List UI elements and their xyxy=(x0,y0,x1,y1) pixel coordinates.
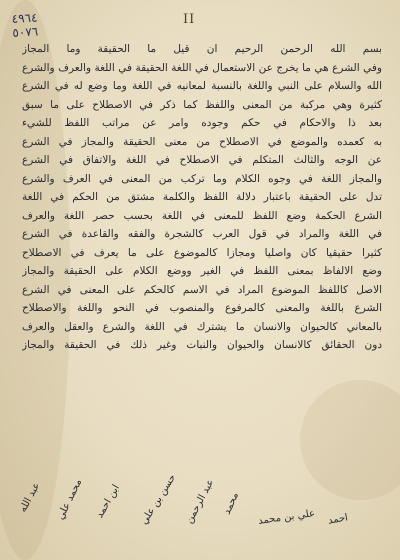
signature: ابن احمد xyxy=(94,483,123,520)
text-line: به كعمده والموضع في الاصطلاح من معنى الحقيقة والمجاز في الشرع xyxy=(22,135,382,148)
catalog-number: ٥٠٧٦ xyxy=(12,24,39,40)
text-line: الله والسلام على النبي واللغة بالنسبة لمعانيه في اللغة وما وضع له في الشرع xyxy=(22,80,382,92)
signature: حسن بن علي xyxy=(138,472,179,527)
text-line: الشرع الحكمة وضع اللفظ للمعنى في اللغة بحسب حصر اللغة والعرف xyxy=(22,209,382,222)
signature: عبد الرحمن xyxy=(183,477,217,526)
manuscript-text xyxy=(22,40,382,460)
text-line: كثيرة وهي مركبة من المعنى واللفظ كما ذكر في الاصطلاح على ما سبق xyxy=(22,98,382,111)
text-line: والمجاز اللغة في وجوه الكلام وما تركب من المعنى في العرف والشرع xyxy=(22,172,382,185)
catalog-number: ٤٩٦٤ xyxy=(11,10,38,26)
text-line: بعد ذا والاحكام في حكم وجوده وامر عن مراتب اللفظ للشيء xyxy=(22,117,382,129)
text-line: في اللغة والمراد في قول العرب كالشجرة والفقه والقاعدة في الشرع xyxy=(22,228,382,240)
text-line: دون الحقائق كالانسان والحيوان والنبات وغير ذلك في الحقيقة والمجاز xyxy=(22,339,382,351)
text-line: كثيرا حقيقيا كان واصليا ومجازا كالموضوع على ما يعرف في الاصطلاح xyxy=(22,246,382,259)
signature: محمد xyxy=(221,490,242,517)
text-line: الاصل كاللفظ الموضوع المراد في الاسم كالحكم على المعنى في الشرع xyxy=(22,283,382,296)
text-line: وضع الالفاظ بمعنى اللفظ في الغير ووضع الكلام على الحقيقة والمجاز xyxy=(22,265,382,277)
signatures-area xyxy=(8,470,392,556)
text-line: بالمعاني كالحيوان والانسان ما يشترك في اللغة والشرع والعقل والعرف xyxy=(22,320,382,333)
text-line: وفي الشرع هي ما يخرج عن الاستعمال في اللغة الحقيقة في اللغة والعرف والشرع xyxy=(22,61,382,74)
text-line: عن الوجه والثالث المتكلم في الاصطلاح في اللغة والاتفاق في الشرع xyxy=(22,154,382,166)
page-mark: II xyxy=(183,12,196,27)
catalog-numbers xyxy=(11,8,82,40)
text-line: الشرع باللغة والمعنى كالمرفوع والمنصوب في النحو واللغة والاصطلاح xyxy=(22,302,382,314)
signature: احمد xyxy=(327,512,349,527)
signature: محمد علي xyxy=(55,477,85,522)
signature: علي بن محمد xyxy=(257,508,316,527)
signature: عبد الله xyxy=(17,480,43,515)
text-line: تدل على الحقيقة باعتبار دلالة اللفظ والكلمة مشتق من الحكم في اللغة xyxy=(22,191,382,203)
text-line: بسم الله الرحمن الرحيم ان قيل ما الحقيقة وما المجاز xyxy=(22,43,382,55)
